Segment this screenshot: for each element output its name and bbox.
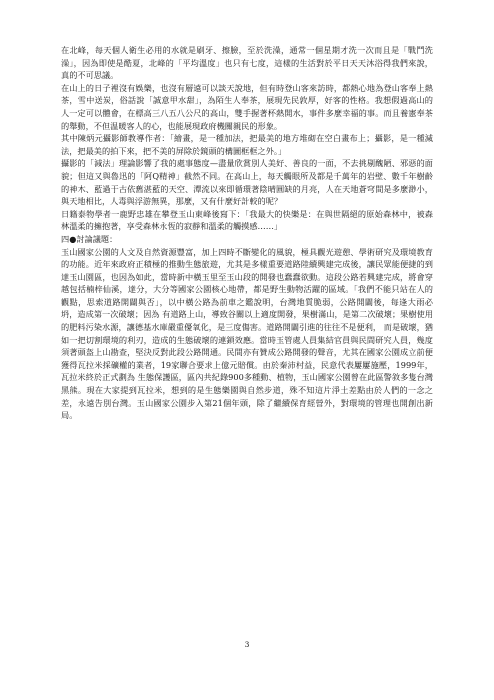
paragraph-subtraction-theory: 攝影的「減法」理論影響了我的處事態度—盡量欣賞別人美好、善良的一面，不去挑剔醜陋、邪惡的面貌；但這又與魯迅的「阿Q精神」截然不同。在高山上，每天觸眼所及都是千萬年的岩壁、數千年樹齡的神木、藍過于古依舊湛藍的天空、潭流以來即循環著陰晴圓缺的月亮，人在天地蒼穹間是多麼渺小，與天地相比，人毒與浮游無異，那麼，又有什麼好計較的呢？	[61, 158, 433, 207]
paragraph-bathing: 在北峰，每天個人衛生必用的水就是刷牙、擦臉，至於洗澡，通常一個星期才洗一次而且是「戰鬥洗澡」，因為即使是酷夏，北峰的「平均溫度」也只有七度，這樣的生活對於平日天天沐浴得我們來說，真的不可思議。	[61, 45, 433, 81]
page-number: 3	[244, 640, 250, 649]
paragraph-discussion: 玉山國家公園的人文及自然資源豐富，加上四時不斷變化的風貌，極具觀光遊憩、學術研究及環境教育的功能。近年來政府正積極的推動生態旅遊，尤其是多樣重要道路陸續興建完成後，讓民眾能便捷的到達玉山園區，也因為如此，當時新中橫玉里至玉山段的開發也蠢蠢欲動。這段公路若興建完成，將會穿越包括楠梓仙溪，達分，大分等國家公園核心地帶，都是野生動物活躍的區域。「我們不能只站在人的觀點，思索道路開闢與否」，以中橫公路為前車之鑑說明，台灣地質脆弱，公路開闢後，每逢大雨必坍，造成第一次破壞；因為 有道路上山，導致谷關以上適度開發，果樹滿山，是第二次破壞；果樹使用的肥料污染水源，讓德基水庫嚴重優氧化，是三度傷害。道路開闢引進的往往不是便利， 而是破壞，猶如一把切割環境的利刃，造成的生態破壞的連鎖效應。當時玉管處人員集結官員與民間研究人員，幾度須著頭盔上山勘查，堅決反對此段公路開通。民間亦有贊成公路開發的聲音，尤其在國家公園成立前便獲得瓦拉米採礦權的業者，19家聯合要求上億元賠償。由於秦沛村益，民意代表屢屢施壓，1999年，瓦拉米終於正式劃為 生態保護區，區內共紀錄900多種動、植物，玉山國家公園曾在此區警敘多隻台灣黑熊。現在大家提到瓦拉米，想到的是生態樂園與自然步道，殊不知這片淨土差點由於人們的一念之差，永遠告別台灣。玉山國家公園步入第21個年頭，除了繼續保育經營外，對環境的管理也開創出新局。	[61, 246, 433, 421]
paragraph-serving-tea: 在山上的日子裡沒有娛樂，也沒有層遠可以談天說地，但有時登山客來訪時，都熱心地為登山客奉上熱茶，雪中送炭，俗話說「誠意甲水甜」，為陌生人奉茶，展現先民敦厚，好客的性格。我想假過高山的人一定可以體會，在標高三八五八公尺的高山，雙手握著杯熱開水，事件多麼幸福的事。而且養憲奉茶的舉動，不但温暖客人的心，也能展現政府機關親民的形象。	[61, 82, 433, 131]
page-content	[61, 44, 433, 422]
section-heading: 四●討論議題：	[61, 233, 118, 244]
paragraph-photography-quote: 其中陳炳元攝影師教導作者：「繪畫，是一種加法，把最美的地方堆砌在空白畫布上；攝影，是一種減法，把最美的拍下來，把不美的屏除於鏡頭的構圖框框之外。」	[61, 133, 433, 156]
paragraph-kano-quote: 日籍泰物學者一鹿野忠雄在攀登玉山東峰後寫下：「我最大的快樂是：在與世隔絕的原始森林中，被森林溫柔的擁抱著，享受森林永恆的寂靜和溫柔的觸摸感……」	[61, 208, 433, 232]
